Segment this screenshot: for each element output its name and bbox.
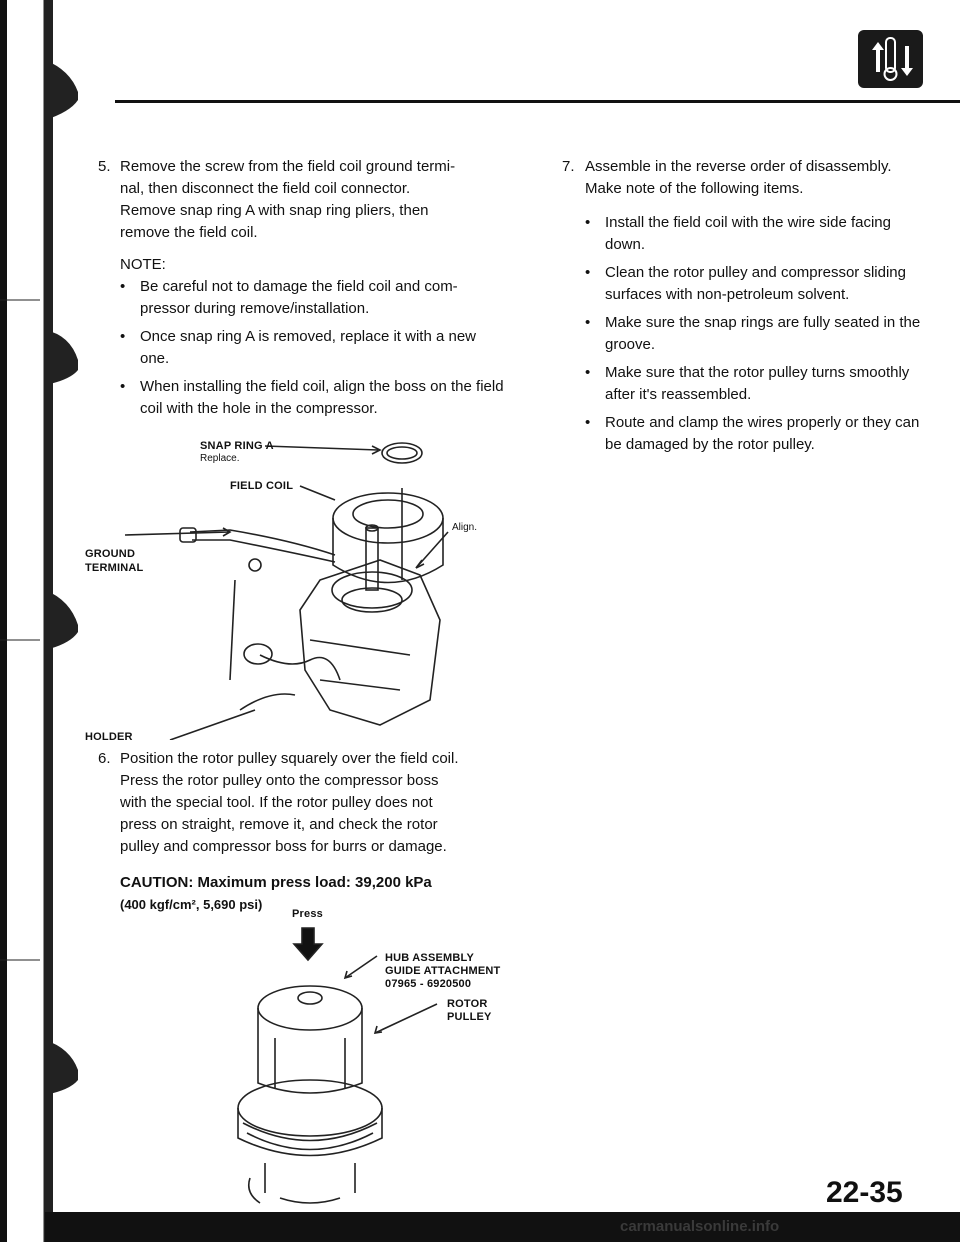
note-item: • Be careful not to damage the field coil and com-pressor during remove/installation.: [120, 276, 505, 320]
note-item: • When installing the field coil, align the boss on the field coil with the hole in the compressor.: [120, 376, 505, 420]
hub-assembly-label: HUB ASSEMBLY: [385, 952, 474, 964]
step-7-line: Make note of the following items.: [585, 180, 804, 197]
note-list: [120, 276, 505, 420]
step-7-line: Assemble in the reverse order of disassembly.: [585, 158, 892, 175]
assembly-note: • Route and clamp the wires properly or they can be damaged by the rotor pulley.: [585, 412, 930, 456]
step-5-line: Remove snap ring A with snap ring pliers, then: [120, 202, 429, 219]
step-6-line: pulley and compressor boss for burrs or damage.: [120, 838, 447, 855]
field-coil-drawing: [80, 440, 520, 740]
note-item: • Once snap ring A is removed, replace it with a new one.: [120, 326, 505, 370]
note-title: NOTE:: [120, 256, 166, 273]
ground-terminal-label: GROUND: [85, 548, 136, 560]
step-7-number: 7.: [562, 158, 575, 175]
step-6-text: [120, 748, 510, 916]
step-5-line: remove the field coil.: [120, 224, 258, 241]
assembly-note: • Clean the rotor pulley and compressor sliding surfaces with non-petroleum solvent.: [585, 262, 930, 306]
press-label: Press: [292, 908, 323, 920]
step-5-number: 5.: [98, 158, 111, 175]
rotor-pulley-figure: [225, 908, 520, 1208]
step-6-number: 6.: [98, 750, 111, 767]
rotor-pulley-label: PULLEY: [447, 1011, 492, 1023]
tool-number-label: 07965 - 6920500: [385, 978, 472, 990]
caution-line: CAUTION: Maximum press load: 39,200 kPa: [120, 874, 432, 891]
snap-ring-label: SNAP RING A: [200, 440, 274, 452]
caution-line: (400 kgf/cm², 5,690 psi): [120, 897, 263, 912]
step-7-text: [585, 156, 930, 462]
step-5-line: nal, then disconnect the field coil connector.: [120, 180, 411, 197]
step-6-line: Press the rotor pulley onto the compressor boss: [120, 772, 439, 789]
step-6-line: press on straight, remove it, and check the rotor: [120, 816, 438, 833]
align-label: Align.: [452, 522, 478, 533]
temperature-arrows-icon: [858, 30, 923, 88]
rotor-pulley-label: ROTOR: [447, 998, 488, 1010]
step-6-line: Position the rotor pulley squarely over the field coil.: [120, 750, 459, 767]
assembly-notes: [585, 212, 930, 456]
rotor-pulley-drawing: [225, 908, 520, 1208]
watermark: carmanualsonline.info: [620, 1218, 780, 1235]
hub-assembly-label: GUIDE ATTACHMENT: [385, 965, 501, 977]
step-5-line: Remove the screw from the field coil ground termi-: [120, 158, 456, 175]
step-6-line: with the special tool. If the rotor pulley does not: [120, 794, 433, 811]
replace-label: Replace.: [200, 453, 240, 464]
step-5-text: [120, 156, 505, 426]
holder-label: HOLDER: [85, 731, 133, 743]
assembly-note: • Make sure that the rotor pulley turns smoothly after it's reassembled.: [585, 362, 930, 406]
assembly-note: • Make sure the snap rings are fully seated in the groove.: [585, 312, 930, 356]
assembly-note: • Install the field coil with the wire side facing down.: [585, 212, 930, 256]
ground-terminal-label: TERMINAL: [85, 562, 144, 574]
page-number: 22-35: [826, 1176, 903, 1209]
field-coil-label: FIELD COIL: [230, 480, 294, 492]
field-coil-figure: [80, 440, 520, 743]
